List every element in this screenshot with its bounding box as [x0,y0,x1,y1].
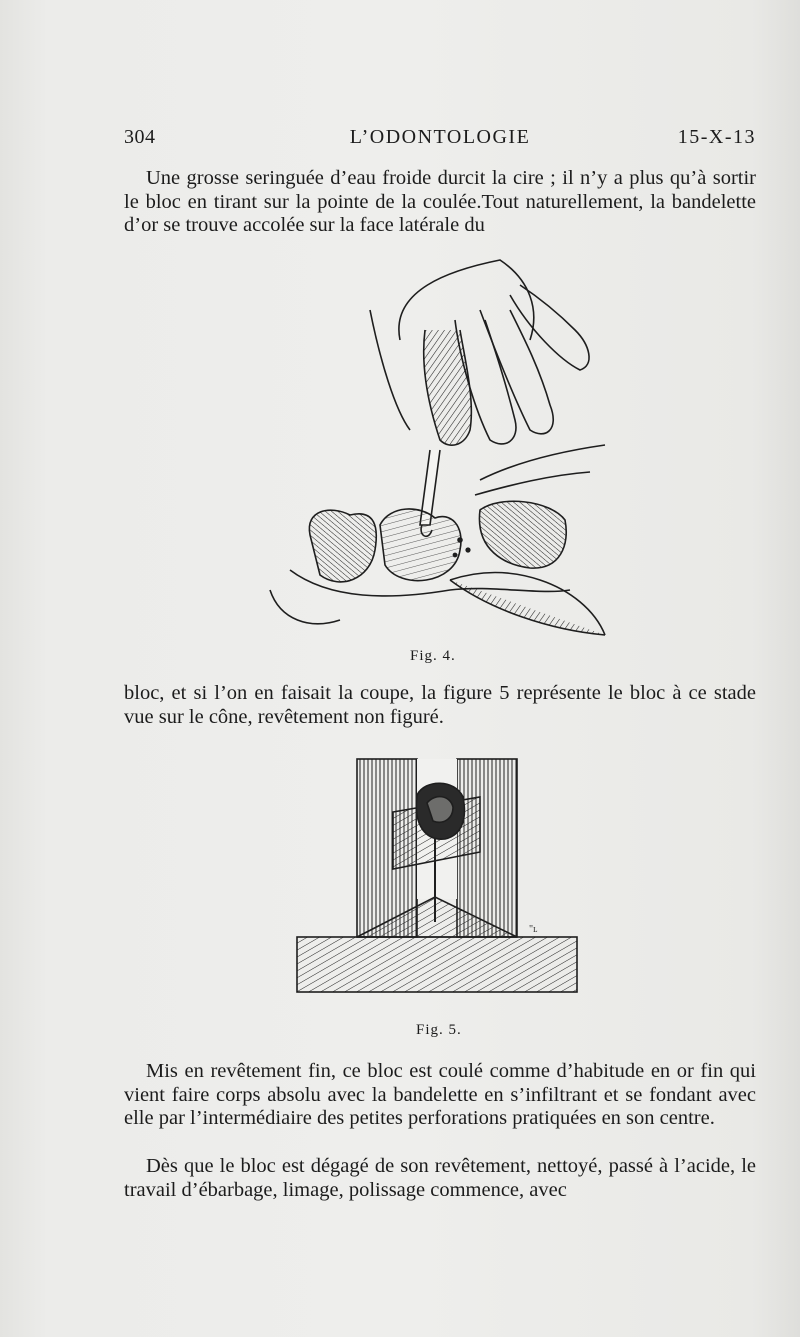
figure-5-caption: Fig. 5. [416,1022,462,1038]
paragraph-3: Mis en revêtement fin, ce bloc est coulé comme d’habitude en or fin qui vient faire corps absolu avec la bandelette en s’infiltrant et se fondant avec elle par l’intermédiaire des petites perforations pratiquées en son centre. [124,1060,756,1129]
running-title: L’ODONTOLOGIE [349,126,531,148]
paragraph-1: Une grosse seringuée d’eau froide durcit la cire ; il n’y a plus qu’à sortir le bloc en tirant sur la pointe de la coulée.Tout naturellement, la bandelette d’or se trouve accolée sur la face latérale du [124,167,756,236]
figure-5-illustration [295,757,580,997]
svg-text:"ʟ: "ʟ [529,924,538,935]
paragraph-4: Dès que le bloc est dégagé de son revêtement, nettoyé, passé à l’acide, le travail d’ébarbage, limage, polissage commence, avec [124,1155,756,1201]
page-header [124,126,756,156]
issue-date: 15-X-13 [677,126,756,148]
paragraph-2: bloc, et si l’on en faisait la coupe, la figure 5 représente le bloc à ce stade vue sur le cône, revêtement non figuré. [124,682,756,728]
page-number: 304 [124,126,156,148]
figure-4-caption: Fig. 4. [410,648,456,664]
figure-4-illustration [250,250,610,640]
